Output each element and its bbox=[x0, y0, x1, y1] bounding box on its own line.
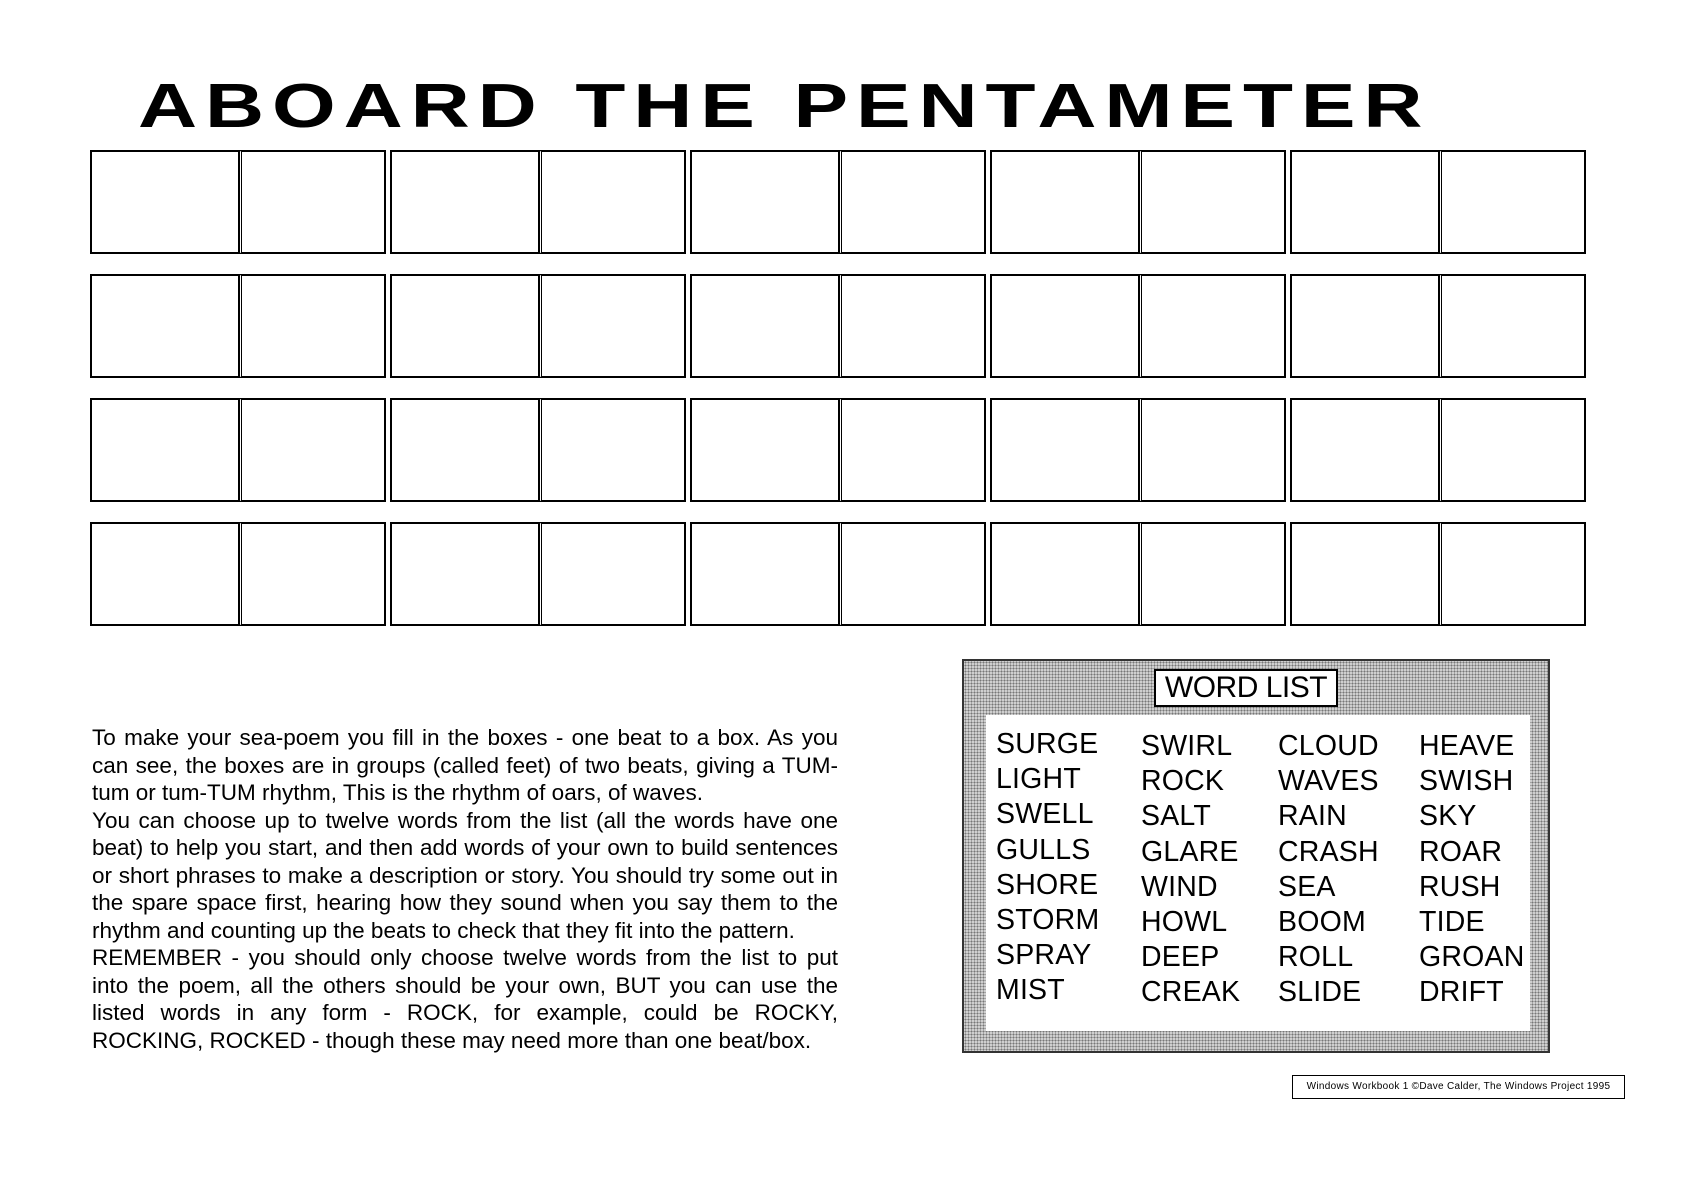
beat-box[interactable] bbox=[390, 522, 540, 626]
beat-box[interactable] bbox=[1290, 150, 1440, 254]
word-list-column-3 bbox=[1278, 729, 1379, 1011]
word: WIND bbox=[1141, 870, 1218, 903]
foot bbox=[990, 398, 1286, 502]
foot bbox=[90, 522, 386, 626]
beat-box[interactable] bbox=[838, 274, 986, 378]
beat-box[interactable] bbox=[1290, 522, 1440, 626]
word: LIGHT bbox=[996, 763, 1081, 796]
beat-box[interactable] bbox=[1438, 398, 1586, 502]
word: ROCK bbox=[1141, 765, 1225, 798]
foot bbox=[1290, 522, 1586, 626]
word: DRIFT bbox=[1419, 976, 1504, 1009]
word-list-column-2 bbox=[1141, 729, 1240, 1011]
foot bbox=[390, 522, 686, 626]
beat-box[interactable] bbox=[690, 274, 840, 378]
word: CREAK bbox=[1141, 976, 1241, 1009]
beat-box[interactable] bbox=[538, 522, 686, 626]
beat-box[interactable] bbox=[238, 274, 386, 378]
instructions-paragraph-3: REMEMBER - you should only choose twelve words from the list to put into the poem, all the others should be your own, BUT you can use the listed words in any form - ROCK, for example, could be ROCKY, ROCKING, ROCKED - though these may need more than one beat/box. bbox=[92, 945, 838, 1053]
beat-box[interactable] bbox=[838, 522, 986, 626]
beat-box[interactable] bbox=[990, 274, 1140, 378]
beat-box[interactable] bbox=[390, 150, 540, 254]
beat-box[interactable] bbox=[990, 150, 1140, 254]
instructions-paragraph-2: You can choose up to twelve words from the list (all the words have one beat) to help you start, and then add words of your own to build sentences or short phrases to make a description or story. You should try some out in the spare space first, hearing how they sound when you say them to the rhythm and counting up the beats to check that they fit into the pattern. bbox=[92, 807, 838, 943]
word: SWIRL bbox=[1141, 730, 1233, 762]
beat-box[interactable] bbox=[538, 398, 686, 502]
word: CRASH bbox=[1278, 835, 1379, 868]
word: SLIDE bbox=[1278, 976, 1362, 1009]
beat-box[interactable] bbox=[838, 150, 986, 254]
beat-box[interactable] bbox=[1138, 398, 1286, 502]
beat-box[interactable] bbox=[990, 398, 1140, 502]
foot bbox=[90, 274, 386, 378]
word: MIST bbox=[996, 974, 1065, 1007]
beat-box[interactable] bbox=[238, 150, 386, 254]
word: SPRAY bbox=[996, 939, 1092, 972]
word: HEAVE bbox=[1419, 730, 1515, 762]
beat-box[interactable] bbox=[1438, 150, 1586, 254]
word: ROAR bbox=[1419, 835, 1503, 868]
beat-box[interactable] bbox=[1138, 150, 1286, 254]
word: WAVES bbox=[1278, 765, 1379, 798]
beat-box[interactable] bbox=[238, 522, 386, 626]
beat-box[interactable] bbox=[1290, 398, 1440, 502]
word: STORM bbox=[996, 904, 1100, 937]
word: HOWL bbox=[1141, 906, 1228, 939]
foot bbox=[990, 522, 1286, 626]
word-list-column-1 bbox=[996, 727, 1099, 1009]
word: CLOUD bbox=[1278, 730, 1379, 762]
page-title: ABOARD THE PENTAMETER bbox=[138, 72, 1431, 141]
foot bbox=[1290, 150, 1586, 254]
beat-box[interactable] bbox=[1138, 522, 1286, 626]
foot bbox=[90, 398, 386, 502]
instructions bbox=[92, 724, 838, 1054]
word: SURGE bbox=[996, 728, 1099, 760]
beat-box[interactable] bbox=[90, 150, 240, 254]
word: GROAN bbox=[1419, 941, 1525, 974]
word: RUSH bbox=[1419, 870, 1501, 903]
beat-box[interactable] bbox=[690, 522, 840, 626]
beat-box[interactable] bbox=[390, 398, 540, 502]
word: SKY bbox=[1419, 800, 1477, 833]
beat-box[interactable] bbox=[1138, 274, 1286, 378]
foot bbox=[990, 274, 1286, 378]
foot bbox=[690, 522, 986, 626]
foot bbox=[690, 150, 986, 254]
beat-box[interactable] bbox=[990, 522, 1140, 626]
word: BOOM bbox=[1278, 906, 1366, 939]
foot bbox=[90, 150, 386, 254]
beat-box[interactable] bbox=[838, 398, 986, 502]
foot bbox=[990, 150, 1286, 254]
foot bbox=[690, 274, 986, 378]
word: SALT bbox=[1141, 800, 1211, 833]
beat-box[interactable] bbox=[90, 398, 240, 502]
copyright-credit: Windows Workbook 1 ©Dave Calder, The Windows Project 1995 bbox=[1292, 1075, 1625, 1099]
instructions-paragraph-1: To make your sea-poem you fill in the boxes - one beat to a box. As you can see, the boxes are in groups (called feet) of two beats, giving a TUM-tum or tum-TUM rhythm, This is the rhythm of oars, of waves. bbox=[92, 725, 838, 805]
word-list-title: WORD LIST bbox=[1154, 669, 1338, 707]
beat-box[interactable] bbox=[90, 522, 240, 626]
foot bbox=[390, 150, 686, 254]
beat-box[interactable] bbox=[390, 274, 540, 378]
beat-box[interactable] bbox=[238, 398, 386, 502]
foot bbox=[390, 274, 686, 378]
foot bbox=[690, 398, 986, 502]
foot bbox=[1290, 398, 1586, 502]
word: SWISH bbox=[1419, 765, 1514, 798]
word: SHORE bbox=[996, 868, 1099, 901]
word: DEEP bbox=[1141, 941, 1220, 974]
word: SWELL bbox=[996, 798, 1094, 831]
word: RAIN bbox=[1278, 800, 1347, 833]
beat-box[interactable] bbox=[1290, 274, 1440, 378]
beat-box[interactable] bbox=[538, 150, 686, 254]
beat-box[interactable] bbox=[690, 150, 840, 254]
word-list-column-4 bbox=[1419, 729, 1525, 1011]
word: TIDE bbox=[1419, 906, 1485, 939]
foot bbox=[1290, 274, 1586, 378]
beat-box[interactable] bbox=[690, 398, 840, 502]
word: ROLL bbox=[1278, 941, 1354, 974]
word: GLARE bbox=[1141, 835, 1239, 868]
beat-box[interactable] bbox=[1438, 522, 1586, 626]
beat-box[interactable] bbox=[538, 274, 686, 378]
word: SEA bbox=[1278, 870, 1336, 903]
word: GULLS bbox=[996, 833, 1091, 866]
beat-box[interactable] bbox=[90, 274, 240, 378]
word-list-body bbox=[986, 715, 1530, 1031]
beat-box[interactable] bbox=[1438, 274, 1586, 378]
word-list-panel bbox=[962, 659, 1550, 1053]
foot bbox=[390, 398, 686, 502]
